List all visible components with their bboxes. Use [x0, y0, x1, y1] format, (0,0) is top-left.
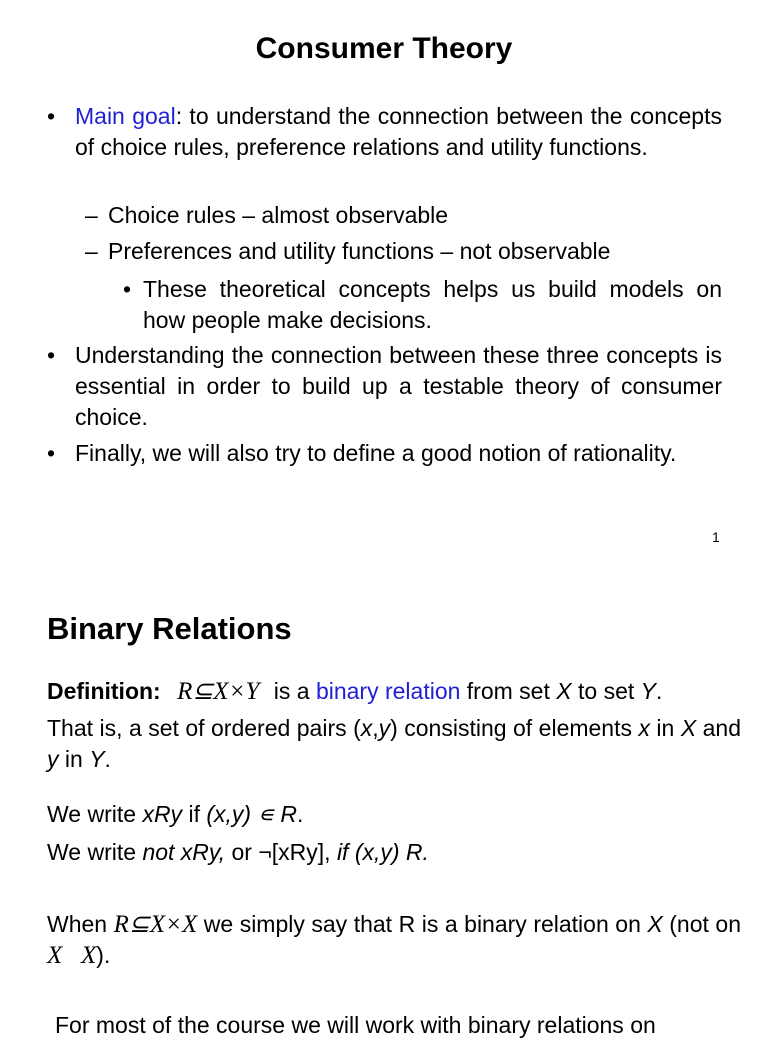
definition-text: . [656, 678, 663, 704]
dash-marker: – [85, 238, 98, 264]
pairs-text: That is, a set of ordered pairs ( [47, 715, 361, 741]
definition-line [47, 676, 747, 707]
relation-xry: xRy [142, 801, 183, 827]
bullet-marker: • [47, 103, 56, 129]
pairs-text: . [104, 746, 111, 772]
set-y: Y [89, 746, 105, 772]
set-x: X [680, 715, 697, 741]
slide-title: Binary Relations [47, 611, 292, 646]
when-text: ). [96, 942, 111, 968]
ordered-pairs-paragraph [47, 713, 741, 775]
slide-binary-relations [0, 570, 768, 1038]
pairs-text: in [58, 746, 90, 772]
when-paragraph [47, 909, 741, 971]
when-text: (not on [662, 911, 741, 937]
main-goal-label: Main goal [75, 103, 176, 129]
not-relation-xry: not xRy, [142, 839, 226, 865]
set-x: X [647, 911, 663, 937]
when-text: When [47, 911, 114, 937]
main-goal-text: : to understand the connection between the concepts of choice rules, preference relations and utility functions. [75, 103, 722, 160]
var-x: x [360, 715, 373, 741]
we-write-line-2 [47, 837, 741, 868]
var-x: x [638, 715, 650, 741]
bullet-main-goal [75, 101, 722, 163]
sub-bullet-choice-rules: Choice rules – almost observable [108, 202, 449, 228]
definition-text: is a [267, 678, 316, 704]
subset-math-expression: R⊆X×Y [177, 678, 260, 705]
write-text: We write [47, 839, 143, 865]
definition-label: Definition: [47, 678, 161, 704]
pairs-text: and [696, 715, 741, 741]
non-membership-expression: if (x,y) R. [336, 839, 429, 865]
definition-text: from set [460, 678, 557, 704]
var-y: y [378, 715, 391, 741]
bullet-marker: • [123, 276, 132, 302]
bullet-finally: Finally, we will also try to define a good notion of rationality. [75, 440, 677, 466]
write-text: We write [47, 801, 143, 827]
page-number: 1 [712, 529, 720, 545]
var-y: y [47, 746, 59, 772]
bullet-marker: • [47, 440, 56, 466]
we-write-line-1 [47, 799, 741, 830]
subsub-bullet-theoretical: These theoretical concepts helps us build models on how people make decisions. [143, 276, 722, 333]
when-text: we simply say that R is a binary relation on [197, 911, 648, 937]
set-x: X [556, 678, 572, 704]
pairs-text: ) consisting of elements [390, 715, 639, 741]
product-math-expression: X X [47, 942, 97, 969]
subset-math-expression: R⊆X×X [113, 911, 198, 938]
pairs-text: in [649, 715, 681, 741]
write-text: or ¬[xRy], [225, 839, 337, 865]
slide-title: Consumer Theory [255, 32, 513, 65]
dash-marker: – [85, 202, 98, 228]
bullet-understanding: Understanding the connection between these three concepts is essential in order to build up a testable theory of consumer choice. [75, 342, 722, 430]
sub-bullet-preferences: Preferences and utility functions – not observable [108, 238, 611, 264]
binary-relation-term: binary relation [315, 678, 461, 704]
pairs-text: , [372, 715, 379, 741]
bullet-marker: • [47, 342, 56, 368]
write-text: if [182, 801, 207, 827]
membership-expression: (x,y) ∊ R [206, 801, 297, 827]
cut-off-line: For most of the course we will work with binary relations on [55, 1012, 656, 1038]
write-text: . [296, 801, 304, 827]
definition-text: to set [571, 678, 641, 704]
set-y: Y [640, 678, 656, 704]
